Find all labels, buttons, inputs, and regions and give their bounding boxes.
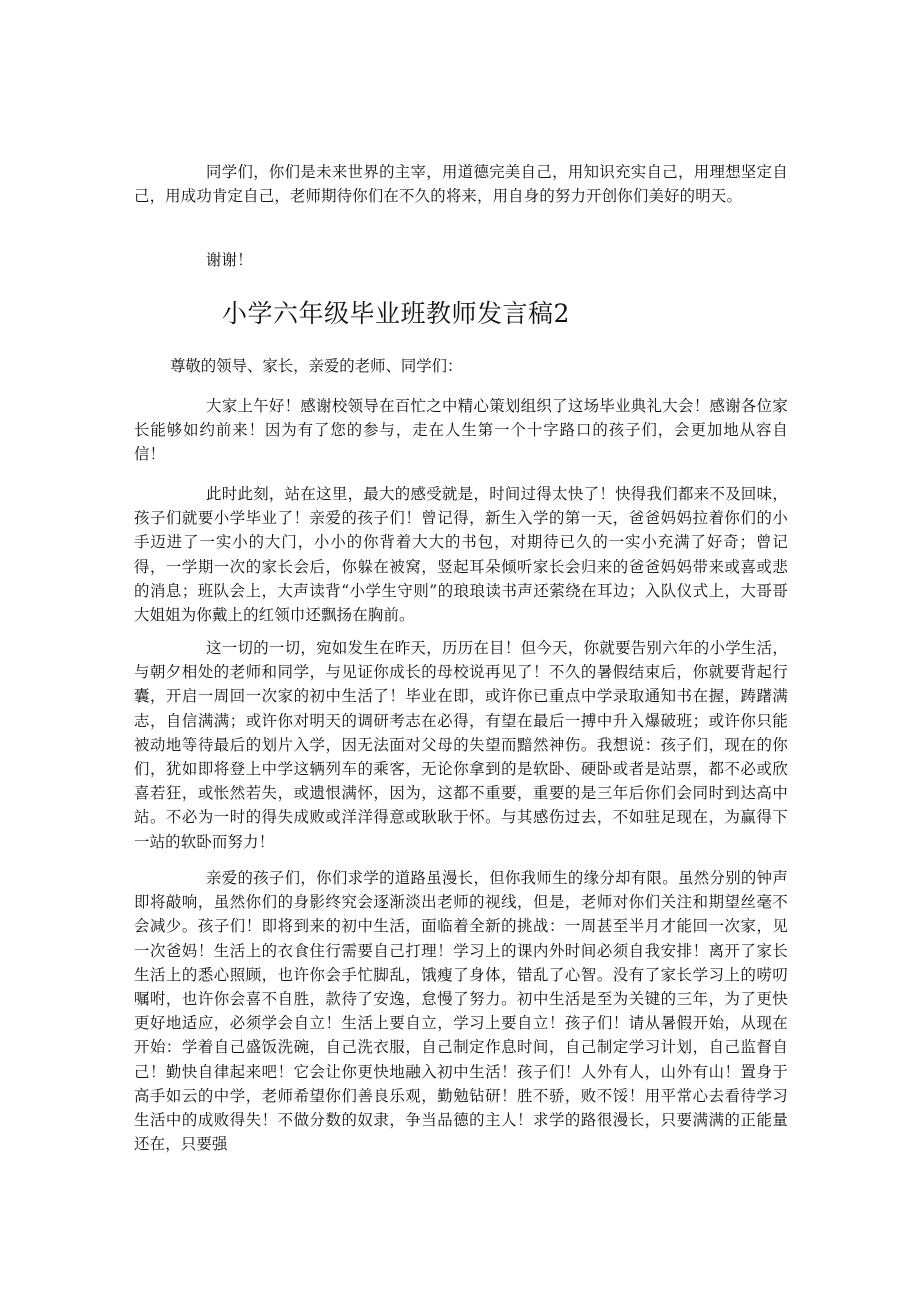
document-title: 小学六年级毕业班教师发言稿2 (222, 299, 570, 328)
paragraph-advice: 亲爱的孩子们，你们求学的道路虽漫长，但你我师生的缘分却有限。虽然分别的钟声即将敲响，虽然你们的身影终究会逐渐淡出老师的视线，但是，老师对你们关注和期望丝毫不会减少。孩子们！即将到来的初中生活，面临着全新的挑战：一周甚至半月才能回一次家，见一次爸妈！生活上的衣食住行需要自己打理！学习上的课内外时间必须自我安排！离开了家长生活上的悉心照顾，也许你会手忙脚乱，饿瘦了身体，错乱了心智。没有了家长学习上的唠叨嘱咐，也许你会喜不自胜，款待了安逸，怠慢了努力。初中生活是至为关键的三年，为了更快更好地适应，必须学会自立！生活上要自立，学习上要自立！孩子们！请从暑假开始，从现在开始：学着自己盛饭洗碗，自己洗衣服，自己制定作息时间，自己制定学习计划，自己监督自己！勤快自律起来吧！它会让你更快地融入初中生活！孩子们！人外有人，山外有山！置身于高手如云的中学，老师希望你们善良乐观，勤勉钻研！胜不骄，败不馁！用平常心去看待学习生活中的成败得失！不做分数的奴隶，争当品德的主人！求学的路很漫长，只要满满的正能量还在，只要强 (134, 869, 788, 1154)
salutation: 尊敬的领导、家长，亲爱的老师、同学们： (170, 357, 463, 375)
thanks-line: 谢谢！ (206, 251, 253, 269)
paragraph-memories: 此时此刻，站在这里，最大的感受就是，时间过得太快了！快得我们都来不及回味，孩子们就要小学毕业了！亲爱的孩子们！曾记得，新生入学的第一天，爸爸妈妈拉着你们的小手迈进了一实小的大门，小小的你背着大大的书包，对期待已久的一实小充满了好奇；曾记得，一学期一次的家长会后，你躲在被窝，竖起耳朵倾听家长会归来的爸爸妈妈带来或喜或悲的消息；班队会上，大声读背“小学生守则”的琅琅读书声还萦绕在耳边；入队仪式上，大哥哥大姐姐为你戴上的红领巾还飘扬在胸前。 (134, 485, 788, 625)
intro-paragraph: 同学们，你们是未来世界的主宰，用道德完美自己，用知识充实自己，用理想坚定自己，用成功肯定自己，老师期待你们在不久的将来，用自身的努力开创你们美好的明天。 (134, 163, 788, 206)
paragraph-farewell: 这一切的一切，宛如发生在昨天，历历在目！但今天，你就要告别六年的小学生活，与朝夕相处的老师和同学，与见证你成长的母校说再见了！不久的暑假结束后，你就要背起行囊，开启一周回一次家的初中生活了！毕业在即，或许你已重点中学录取通知书在握，踌躇满志，自信满满；或许你对明天的调研考志在必得，有望在最后一搏中升入爆破班；或许你只能被动地等待最后的划片入学，因无法面对父母的失望而黯然神伤。我想说：孩子们，现在的你们，犹如即将登上中学这辆列车的乘客，无论你拿到的是软卧、硬卧或者是站票，都不必或欣喜若狂，或怅然若失，或遗恨满怀，因为，这都不重要，重要的是三年后你们会同时到达高中站。不必为一时的得失成败或洋洋得意或耿耿于怀。与其感伤过去，不如驻足现在，为赢得下一站的软卧而努力！ (134, 639, 788, 851)
paragraph-greeting: 大家上午好！感谢校领导在百忙之中精心策划组织了这场毕业典礼大会！感谢各位家长能够如约前来！因为有了您的参与，走在人生第一个十字路口的孩子们，会更加地从容自信！ (134, 397, 788, 464)
